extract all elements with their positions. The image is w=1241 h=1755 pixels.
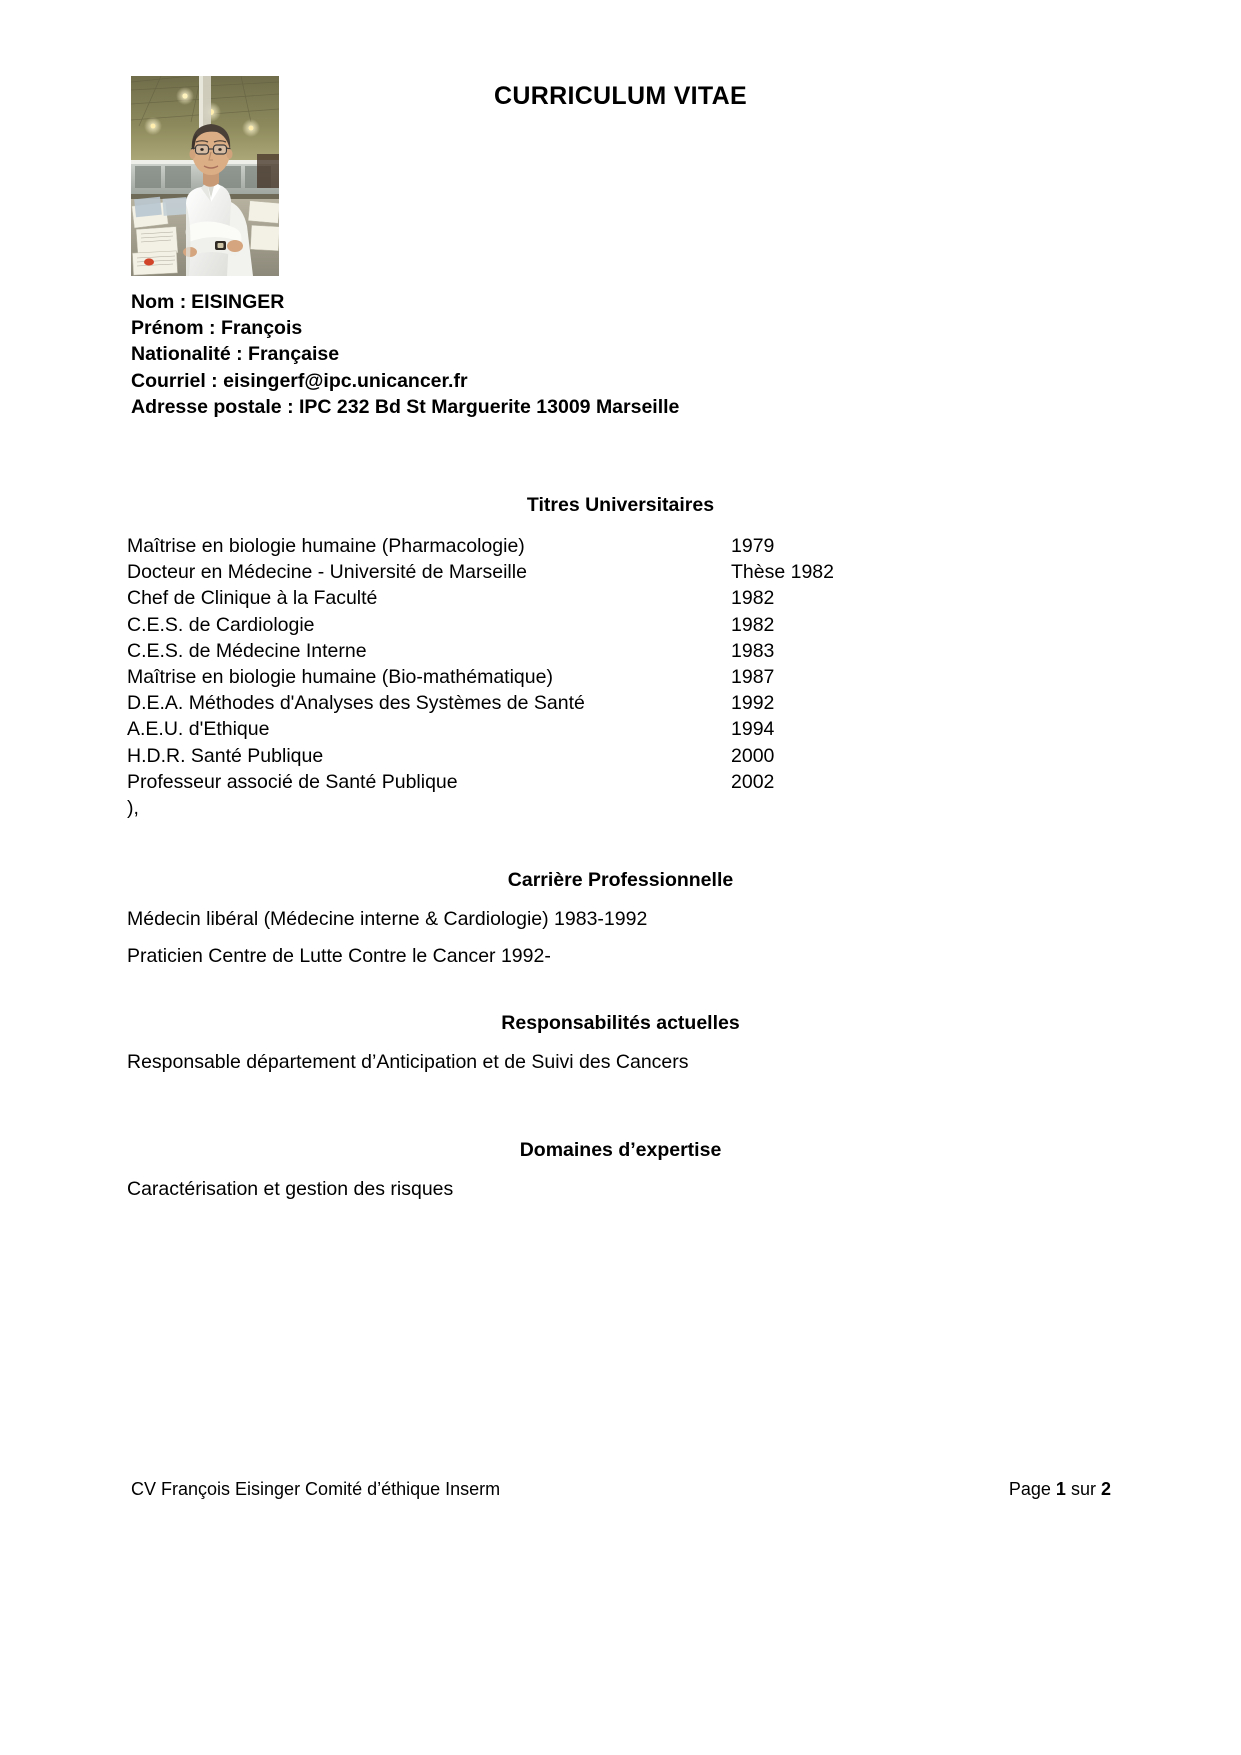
section-heading-titres: Titres Universitaires <box>526 494 715 516</box>
footer-of-word: sur <box>1070 1479 1096 1499</box>
document-header <box>0 0 1241 230</box>
identity-line-courriel <box>131 368 679 394</box>
page-title: CURRICULUM VITAE <box>494 82 747 110</box>
titres-year: 1992 <box>731 692 775 715</box>
titres-label: D.E.A. Méthodes d'Analyses des Systèmes de Santé <box>127 692 585 715</box>
titres-label: C.E.S. de Cardiologie <box>127 613 315 636</box>
expertise-entry: Caractérisation et gestion des risques <box>127 1178 454 1200</box>
titres-label: Chef de Clinique à la Faculté <box>127 587 378 610</box>
section-heading-expertise: Domaines d’expertise <box>519 1139 722 1161</box>
titres-year: 1982 <box>731 613 775 636</box>
titres-list <box>127 533 907 821</box>
section-heading-responsabilites: Responsabilités actuelles <box>501 1012 740 1034</box>
titres-row <box>127 664 907 690</box>
adresse-label: Adresse postale : <box>131 395 294 418</box>
section-heading-carriere: Carrière Professionnelle <box>507 869 734 891</box>
courriel-label: Courriel : <box>131 369 218 392</box>
titres-label: Maîtrise en biologie humaine (Bio-mathématique) <box>127 666 553 689</box>
nationalite-label: Nationalité <box>131 343 231 366</box>
identity-line-nom <box>131 289 679 315</box>
carriere-entry: Médecin libéral (Médecine interne & Cardiologie) 1983-1992 <box>127 908 648 930</box>
titres-row <box>127 638 907 664</box>
titres-label: H.D.R. Santé Publique <box>127 744 324 767</box>
footer-page-number: 1 <box>1055 1479 1066 1499</box>
titres-year: 1983 <box>731 639 775 662</box>
nationalite-separator: : <box>236 343 243 366</box>
titres-year: 1982 <box>731 587 775 610</box>
titres-label: A.E.U. d'Ethique <box>127 718 270 741</box>
titres-year: 1987 <box>731 666 775 689</box>
identity-block <box>131 289 679 420</box>
titres-year: Thèse 1982 <box>731 561 834 584</box>
titres-row <box>127 769 907 795</box>
footer-page-total: 2 <box>1100 1479 1111 1499</box>
titres-row <box>127 690 907 716</box>
titres-row <box>127 716 907 742</box>
nom-value: EISINGER <box>191 291 285 313</box>
footer-page-word: Page <box>1008 1479 1051 1499</box>
prenom-value: François <box>220 317 303 340</box>
identity-line-prenom <box>131 315 679 341</box>
nationalite-value: Française <box>248 343 340 366</box>
nom-label: Nom : <box>131 291 187 313</box>
footer-document-label: CV François Eisinger Comité d’éthique Inserm <box>131 1479 501 1499</box>
titres-row <box>127 559 907 585</box>
titres-year: 1979 <box>731 535 775 557</box>
titres-row <box>127 585 907 611</box>
identity-line-nationalite <box>131 341 679 367</box>
responsabilites-entry: Responsable département d’Anticipation et de Suivi des Cancers <box>127 1051 689 1073</box>
page-footer <box>131 1479 1111 1500</box>
titres-row <box>127 743 907 769</box>
titres-year: 1994 <box>731 718 775 741</box>
footer-page-indicator <box>1009 1479 1111 1500</box>
titres-year: 2002 <box>731 770 775 793</box>
titres-label: Docteur en Médecine - Université de Marseille <box>127 561 527 584</box>
titres-row <box>127 612 907 638</box>
titres-label: Maîtrise en biologie humaine (Pharmacologie) <box>127 535 525 557</box>
adresse-value: IPC 232 Bd St Marguerite 13009 Marseille <box>298 395 680 418</box>
titres-stray-text: ), <box>127 797 139 820</box>
titres-label: C.E.S. de Médecine Interne <box>127 639 367 662</box>
carriere-entry: Praticien Centre de Lutte Contre le Cancer 1992- <box>127 945 551 967</box>
prenom-label: Prénom : <box>131 317 216 340</box>
courriel-value[interactable]: eisingerf@ipc.unicancer.fr <box>223 369 468 392</box>
identity-line-adresse <box>131 394 679 420</box>
titres-year: 2000 <box>731 744 775 767</box>
titres-row <box>127 533 907 559</box>
titres-label: Professeur associé de Santé Publique <box>127 770 458 793</box>
